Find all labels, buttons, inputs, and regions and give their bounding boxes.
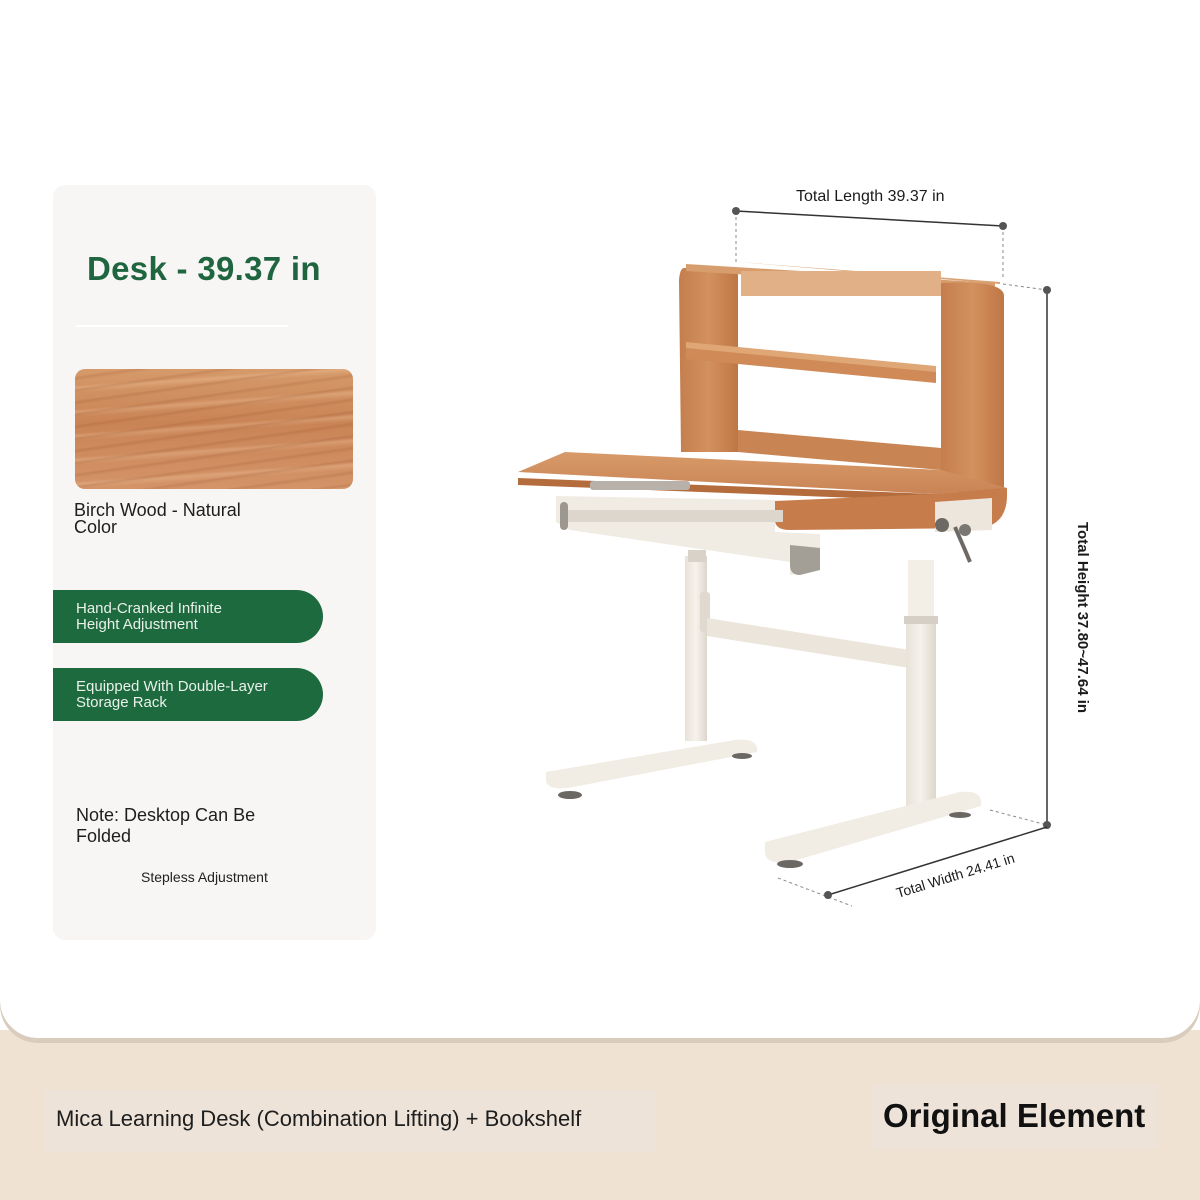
brand-name: Original Element xyxy=(883,1097,1146,1134)
length-dimension xyxy=(732,207,1007,280)
material-label: Birch Wood - Natural Color xyxy=(74,500,241,537)
width-label: Total Width 24.41 in xyxy=(894,849,1017,901)
feature-label: Hand-Cranked Infinite Height Adjustment xyxy=(76,600,222,633)
desk-frame xyxy=(546,550,981,868)
fold-note: Note: Desktop Can Be Folded xyxy=(76,805,256,846)
stepless-caption: Stepless Adjustment xyxy=(141,869,268,885)
height-label: Total Height 37.80~47.64 in xyxy=(1074,522,1091,714)
length-label: Total Length 39.37 in xyxy=(796,188,945,205)
desk-size-title: Desk - 39.37 in xyxy=(87,250,321,287)
feature-label: Equipped With Double-Layer Storage Rack xyxy=(76,678,268,711)
product-name: Mica Learning Desk (Combination Lifting) + Bookshelf xyxy=(56,1106,582,1131)
product-name-box xyxy=(44,1090,656,1152)
brand-box xyxy=(872,1085,1158,1149)
bookshelf xyxy=(679,262,1004,492)
